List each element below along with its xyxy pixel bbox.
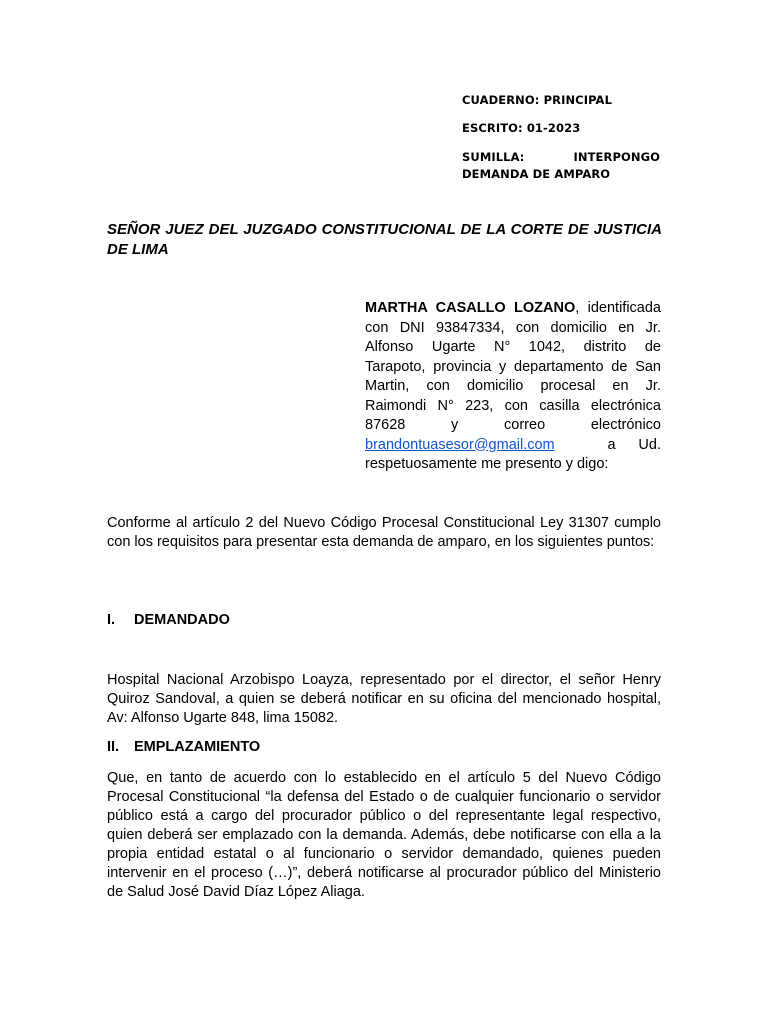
sumilla-first-row — [462, 149, 660, 166]
plaintiff-name: MARTHA CASALLO LOZANO — [365, 300, 576, 316]
intro-line-1-rest: , identificada — [575, 300, 661, 316]
section-title: EMPLAZAMIENTO — [134, 739, 261, 755]
intro-line-4: Tarapoto, provincia y departamento de San — [365, 358, 661, 375]
intro-a: a — [607, 436, 616, 453]
demandado-paragraph: Hospital Nacional Arzobispo Loayza, representado por el director, el señor Henry Quiroz Sandoval, a quien se deberá notificar en su oficina del mencionado hospital, Av: Alfonso Ugarte 848, lima 15082. — [107, 672, 661, 726]
section-title: DEMANDADO — [134, 612, 230, 628]
intro-line-3: Alfonso Ugarte N° 1042, distrito de — [365, 339, 661, 355]
section-number: II. — [107, 739, 120, 755]
sumilla-block — [462, 149, 660, 183]
section-emplazamiento-heading — [107, 739, 260, 755]
sumilla-label: SUMILLA: — [462, 150, 525, 164]
introduction-block — [365, 299, 661, 475]
intro-line-5: Martin, con domicilio procesal en Jr. — [365, 378, 661, 394]
sumilla-rest: DEMANDA DE AMPARO — [462, 167, 611, 181]
intro-line-2: con DNI 93847334, con domicilio en Jr. — [365, 319, 661, 336]
conforme-paragraph: Conforme al artículo 2 del Nuevo Código Procesal Constitucional Ley 31307 cumplo con los requisitos para presentar esta demanda de amparo, en los siguientes puntos: — [107, 515, 661, 550]
sumilla-word: INTERPONGO — [573, 150, 660, 164]
cuaderno-line: CUADERNO: PRINCIPAL — [462, 93, 612, 107]
intro-line-1 — [365, 299, 661, 319]
intro-line-8 — [365, 436, 661, 456]
section-demandado-heading — [107, 612, 230, 628]
intro-line-9: respetuosamente me presento y digo: — [365, 456, 609, 472]
intro-line-6: Raimondi N° 223, con casilla electrónica — [365, 397, 661, 414]
email-link[interactable]: brandontuasesor@gmail.com — [365, 436, 555, 453]
emplazamiento-paragraph: Que, en tanto de acuerdo con lo establecido en el artículo 5 del Nuevo Código Procesal Constitucional “la defensa del Estado o de cualquier funcionario o servidor público está a cargo del procurador público o del representante legal respectivo, quien deberá ser emplazado con la demanda. Además, debe notificarse con ella a la propia entidad estatal o al funcionario o servidor demandado, quienes pueden intervenir en el proceso (…)”, deberá notificarse al procurador público del Ministerio de Salud José David Díaz López Aliaga. — [107, 770, 661, 900]
intro-ud: Ud. — [638, 436, 661, 453]
intro-line-7: 87628 y correo electrónico — [365, 417, 661, 433]
section-number: I. — [107, 612, 116, 628]
escrito-line: ESCRITO: 01-2023 — [462, 121, 581, 135]
addressee-title: SEÑOR JUEZ DEL JUZGADO CONSTITUCIONAL DE LA CORTE DE JUSTICIA DE LIMA — [107, 221, 662, 258]
